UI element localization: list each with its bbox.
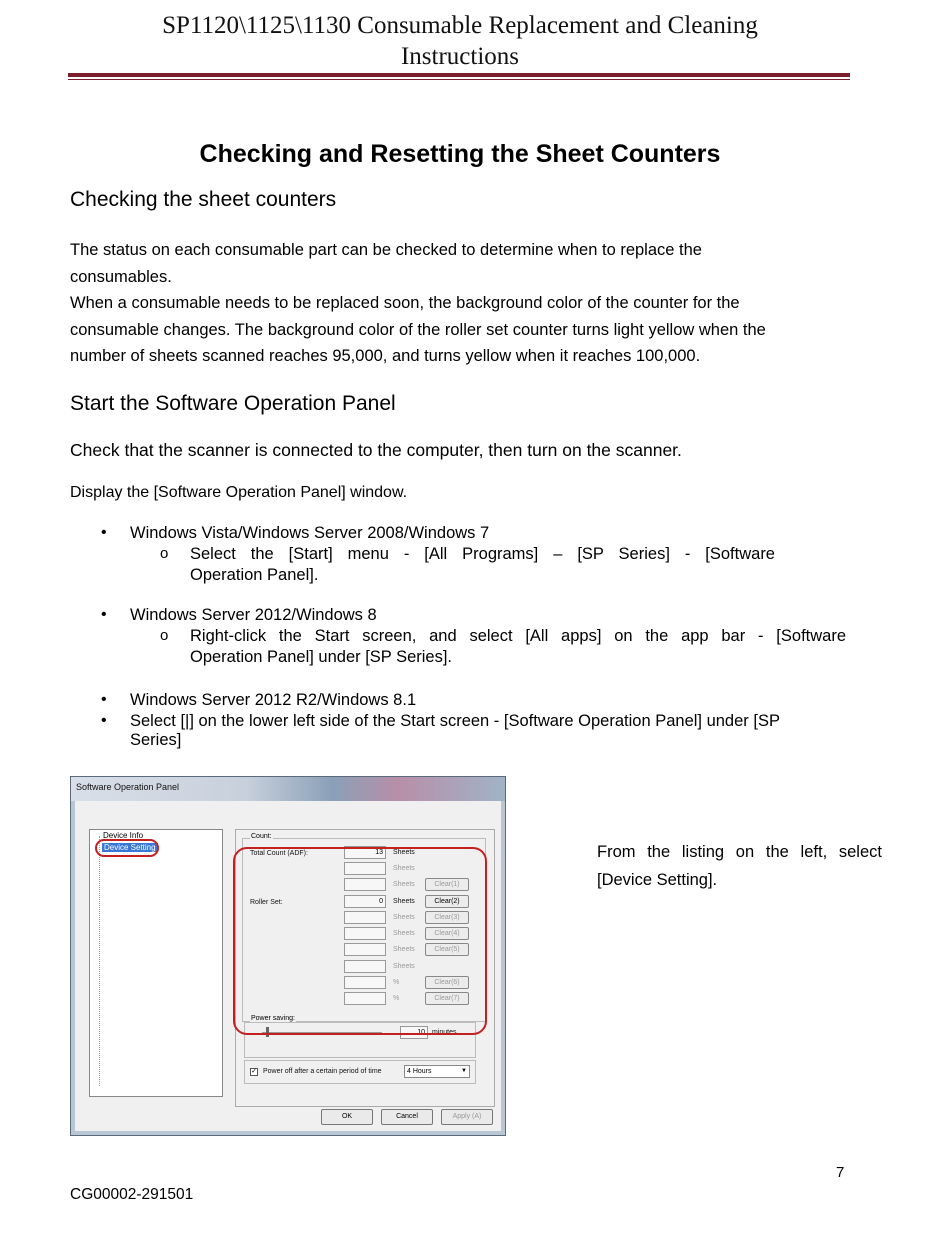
bullet-glyph: • [101,712,107,729]
clear-3-button[interactable]: Clear(3) [425,911,469,924]
header-title-line2: Instructions [400,43,520,70]
paragraph-line: consumable changes. The background color of the roller set counter turns light yellow when the [70,320,766,339]
bullet-glyph: • [101,691,107,708]
bullet-item: Windows Server 2012 R2/Windows 8.1 [130,691,417,709]
instruction-caption [597,838,882,894]
chevron-down-icon: ▼ [461,1068,467,1074]
page-number: 7 [836,1164,845,1181]
running-header [70,10,850,72]
bullet-item: Windows Server 2012/Windows 8 [130,606,377,624]
unit-label: Sheets [393,881,415,888]
section-heading-checking: Checking the sheet counters [70,188,337,211]
power-off-checkbox[interactable]: ✓ [251,1068,257,1075]
sub-bullet-item-cont: Operation Panel] under [SP Series]. [190,648,453,666]
header-rule-thin [68,79,850,80]
clear-5-button[interactable]: Clear(5) [425,943,469,956]
section-heading-start-panel: Start the Software Operation Panel [70,392,396,415]
clear-6-button[interactable]: Clear(6) [425,976,469,989]
unit-label: Sheets [393,914,415,921]
dialog-title: Software Operation Panel [76,782,180,792]
power-off-label: Power off after a certain period of time [263,1068,382,1075]
settings-tree [89,829,223,1097]
paragraph-line: When a consumable needs to be replaced soon, the background color of the counter for the [70,294,740,312]
total-count-field: 13 [344,846,386,859]
minutes-label: minutes [432,1029,457,1036]
paragraph-line: number of sheets scanned reaches 95,000, and turns yellow when it reaches 100,000. [70,347,701,365]
hours-dropdown[interactable] [404,1065,470,1078]
sub-bullet-item-cont: Operation Panel]. [190,566,319,584]
roller-set-field: 0 [344,895,386,908]
paragraph-line: The status on each consumable part can be checked to determine when to replace the [70,241,702,259]
cancel-button[interactable]: Cancel [381,1109,433,1125]
highlight-circle [95,839,159,857]
dialog-body [75,801,501,1131]
minutes-field[interactable]: 10 [400,1026,428,1039]
unit-label: % [393,995,400,1002]
tree-item-device-setting[interactable]: Device Setting [104,843,156,852]
count-label: Count: [251,833,272,840]
bullet-item: Windows Vista/Windows Server 2008/Windows 7 [130,524,490,542]
caption-line: [Device Setting]. [597,871,718,889]
bullet-item-line: Series] [130,731,182,749]
bullet-glyph: • [101,524,107,541]
unit-label: Sheets [393,963,415,970]
software-operation-panel-screenshot [70,776,506,1136]
hours-dropdown-value: 4 Hours [407,1068,432,1075]
apply-button[interactable]: Apply (A) [441,1109,493,1125]
intro-paragraph [70,237,850,370]
display-window-text: Display the [Software Operation Panel] window. [70,484,408,501]
unit-label: Sheets [393,946,415,953]
bullet-item-line: Select [|] on the lower left side of the Start screen - [Software Operation Panel] under [SP [130,712,780,730]
sub-bullet-glyph: o [160,545,169,562]
unit-label: Sheets [393,865,415,872]
sub-bullet-item: Select the [Start] menu - [All Programs] – [SP Series] - [Software [190,545,775,563]
bullet-glyph: • [101,606,107,623]
page-title: Checking and Resetting the Sheet Counters [199,140,721,168]
footer-document-code: CG00002-291501 [70,1186,194,1203]
highlight-circle-count [233,847,487,1035]
clear-2-button[interactable]: Clear(2) [425,895,469,908]
unit-label: Sheets [393,930,415,937]
roller-set-label: Roller Set: [250,899,283,906]
bullet-item [130,712,855,750]
power-saving-label: Power saving: [251,1015,295,1022]
unit-label: % [393,979,400,986]
header-rule [68,73,850,77]
clear-4-button[interactable]: Clear(4) [425,927,469,940]
sub-bullet-glyph: o [160,627,169,644]
sub-bullet-item: Right-click the Start screen, and select [All apps] on the app bar - [Software [190,627,846,645]
unit-label: Sheets [393,849,415,856]
tree-connector [99,836,101,1086]
caption-line: From the listing on the left, select [597,843,882,861]
header-title-line1: SP1120\1125\1130 Consumable Replacement and Cleaning [162,12,758,39]
clear-1-button[interactable]: Clear(1) [425,878,469,891]
total-count-label: Total Count (ADF): [250,850,308,857]
check-connection-text: Check that the scanner is connected to the computer, then turn on the scanner. [70,440,682,460]
paragraph-line: consumables. [70,267,172,286]
tree-item-device-info[interactable]: Device Info [103,831,144,840]
unit-label: Sheets [393,898,415,905]
ok-button[interactable]: OK [321,1109,373,1125]
clear-7-button[interactable]: Clear(7) [425,992,469,1005]
